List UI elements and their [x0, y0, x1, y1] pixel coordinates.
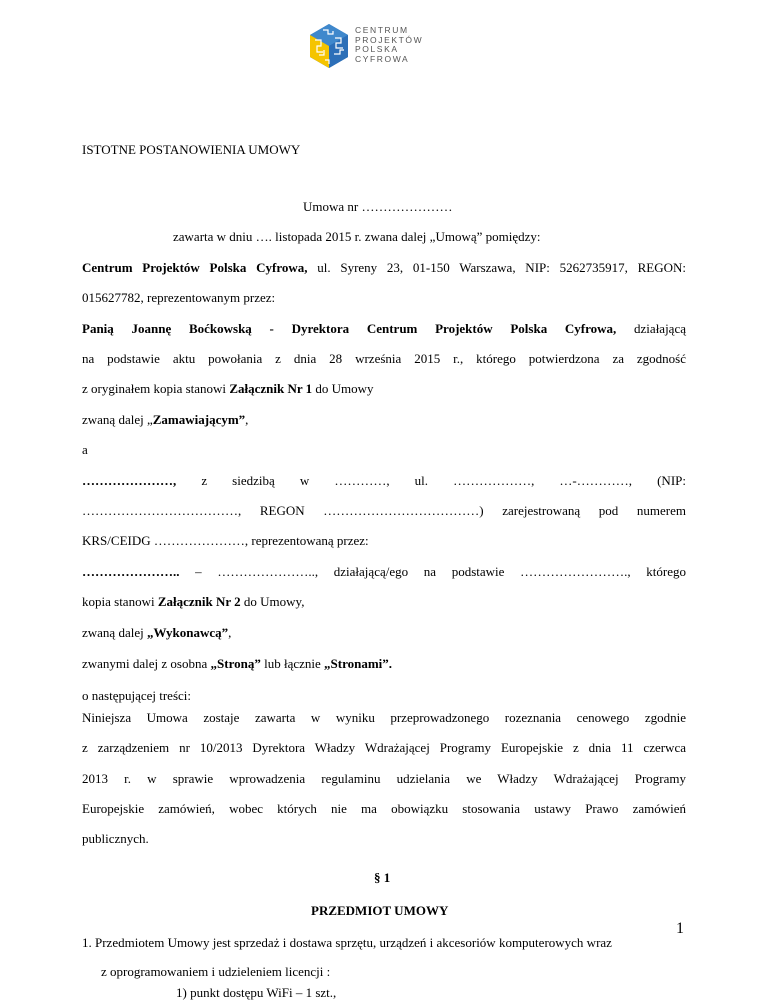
zamawiajacy-line [82, 412, 248, 428]
strony-term: „Stronami”. [324, 656, 393, 671]
party2-rep-line2 [82, 594, 304, 610]
attachment-1-ref: Załącznik Nr 1 [229, 381, 313, 396]
party2-rep-placeholder: ………………….. [82, 564, 180, 579]
document-heading: ISTOTNE POSTANOWIENIA UMOWY [82, 142, 301, 157]
party2-rep-line2-post: do Umowy, [240, 594, 305, 609]
section-number: § 1 [374, 870, 391, 885]
party2-rep-line1 [82, 564, 686, 580]
strony-line [82, 656, 392, 672]
party1-line1 [82, 260, 686, 276]
section-title: PRZEDMIOT UMOWY [311, 903, 449, 918]
strony-pre: zwanymi dalej z osobna [82, 656, 211, 671]
rep-line3 [82, 381, 374, 397]
rep-name: Panią Joannę Boćkowską - Dyrektora Centrum Projektów Polska Cyfrowa, [82, 321, 617, 336]
attachment-2-ref: Załącznik Nr 2 [157, 594, 241, 609]
party2-rest: z siedzibą w …………, ul. ………………, …-…………, (NIP: [176, 473, 686, 488]
rep-line3-pre: z oryginałem kopia stanowi [82, 381, 230, 396]
item-1-text: Przedmiotem Umowy jest sprzedaż i dostawa sprzętu, urządzeń i akcesoriów komputerowych wraz [95, 935, 612, 950]
strony-mid: lub łącznie [260, 656, 325, 671]
party1-name: Centrum Projektów Polska Cyfrowa, [82, 260, 308, 275]
rep-line2: na podstawie aktu powołania z dnia 28 września 2015 r., którego potwierdzona za zgodność [82, 351, 686, 366]
party2-line1 [82, 473, 686, 489]
wykonawca-pre: zwaną dalej [82, 625, 147, 640]
item-1-number: 1. [82, 935, 92, 950]
rep-line3-post: do Umowy [312, 381, 374, 396]
party2-name-placeholder: …………………, [82, 473, 177, 488]
conjunction-a: a [82, 442, 88, 457]
logo-wordmark [355, 26, 423, 64]
logo-line-1: CENTRUM [355, 25, 409, 35]
intro-line-5: publicznych. [82, 831, 149, 846]
wykonawca-post: , [228, 625, 232, 640]
party2-line2: ………………………………, REGON ………………………………) zarejestrowaną pod numerem [82, 503, 686, 518]
rep-tail: działającą [616, 321, 686, 336]
intro-line-4: Europejskie zamówień, wobec których nie ma obowiązku stosowania ustawy Prawo zamówień [82, 801, 686, 816]
zamawiajacy-post: , [245, 412, 249, 427]
rep-line1 [82, 321, 686, 337]
page-number: 1 [676, 920, 684, 937]
wykonawca-term: „Wykonawcą” [146, 625, 229, 640]
item-1-line1 [82, 935, 612, 951]
subitem-1: 1) punkt dostępu WiFi – 1 szt., [176, 985, 337, 1000]
intro-line-3: 2013 r. w sprawie wprowadzenia regulaminu udzielania we Władzy Wdrażającej Programy [82, 771, 686, 786]
contract-date-line: zawarta w dniu …. listopada 2015 r. zwana dalej „Umową” pomiędzy: [173, 229, 541, 244]
cppc-logo [305, 22, 450, 72]
logo-line-2: PROJEKTÓW [355, 34, 424, 45]
zamawiajacy-term: Zamawiającym” [152, 412, 246, 427]
logo-line-3: POLSKA [355, 44, 399, 54]
party1-address: ul. Syreny 23, 01-150 Warszawa, NIP: 5262735917, REGON: [307, 260, 686, 275]
party2-rep-line2-pre: kopia stanowi [82, 594, 158, 609]
logo-line-4: CYFROWA [355, 53, 410, 64]
party2-rep-rest: – ………………….., działającą/ego na podstawie ……………………., którego [179, 564, 686, 579]
intro-line-2: z zarządzeniem nr 10/2013 Dyrektora Władzy Wdrażającej Programy Europejskie z dnia 11 czerwca [82, 740, 686, 755]
zamawiajacy-pre: zwaną dalej „ [82, 412, 153, 427]
content-intro-label: o następującej treści: [82, 688, 192, 703]
party2-line3: KRS/CEIDG …………………, reprezentowaną przez: [82, 533, 369, 548]
strona-term: „Stroną” [210, 656, 261, 671]
item-1-line2: z oprogramowaniem i udzieleniem licencji : [101, 964, 331, 979]
cppc-logo-mark-icon [305, 22, 353, 70]
wykonawca-line [82, 625, 231, 641]
party1-line2: 015627782, reprezentowanym przez: [82, 290, 276, 305]
contract-number: Umowa nr ………………… [303, 199, 453, 214]
intro-line-1: Niniejsza Umowa zostaje zawarta w wyniku przeprowadzonego rozeznania cenowego zgodnie [82, 710, 686, 725]
